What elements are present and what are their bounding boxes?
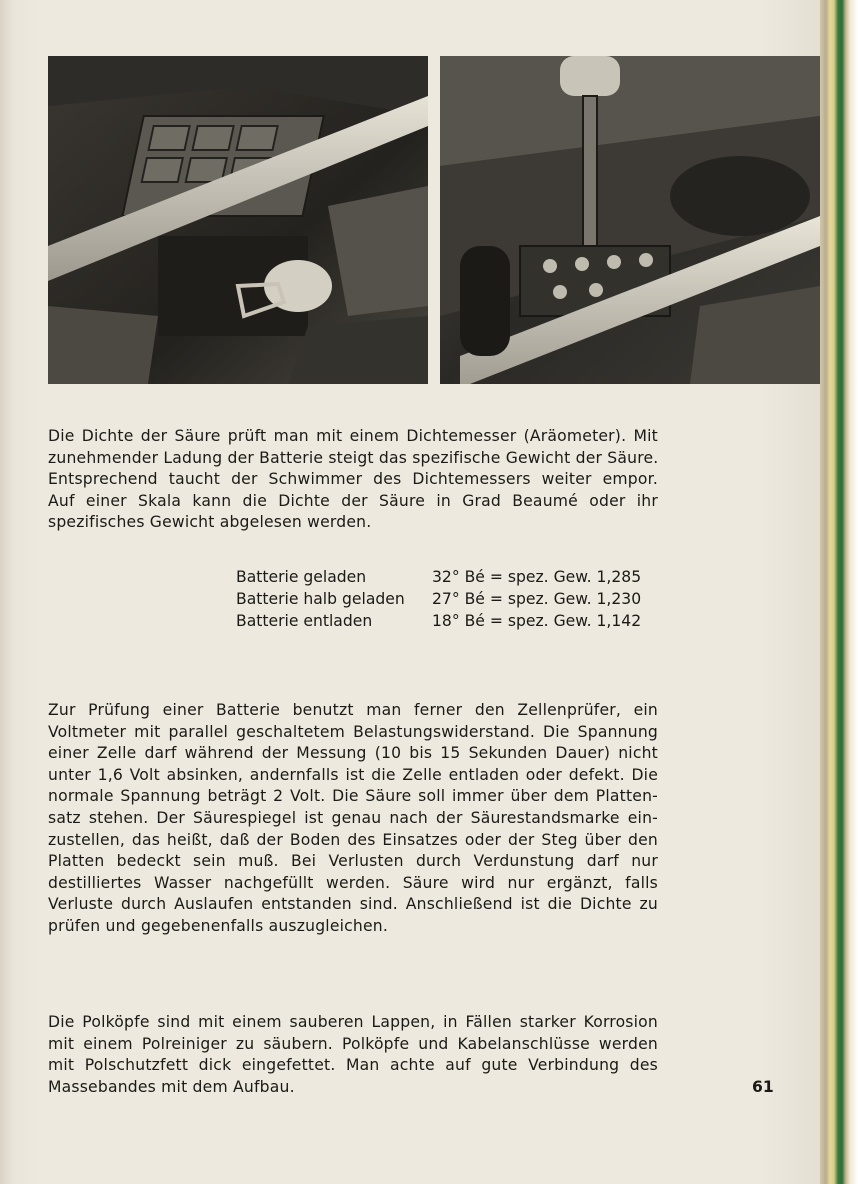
text-line: Die Dichte der Säure prüft man mit einem Dichtemesser (Aräometer). Mit bbox=[48, 427, 658, 445]
photo-hydrometer-test bbox=[440, 56, 820, 384]
table-cell-value: 18° Bé = spez. Gew. 1,142 bbox=[432, 612, 642, 630]
text-line: einer Zelle darf während der Messung (10 bis 15 Sekunden Dauer) nicht bbox=[48, 744, 658, 763]
table-row bbox=[236, 610, 662, 632]
text-line: Platten bedeckt sein muß. Bei Verlusten durch Verdunstung darf nur bbox=[48, 852, 658, 871]
table-row bbox=[236, 588, 662, 610]
book-edge bbox=[820, 0, 858, 1184]
table-cell-value: 32° Bé = spez. Gew. 1,285 bbox=[432, 568, 642, 586]
text-line: Die Polköpfe sind mit einem sauberen Lappen, in Fällen starker Korrosion bbox=[48, 1013, 658, 1031]
text-line: zunehmender Ladung der Batterie steigt das spezifische Gewicht der Säure. bbox=[48, 448, 659, 467]
text-line: satz stehen. Der Säurespiegel ist genau nach der Säurestandsmarke ein- bbox=[48, 808, 658, 827]
density-table bbox=[236, 566, 662, 632]
table-row bbox=[236, 566, 662, 588]
text-line: mit Polschutzfett dick eingefettet. Man achte auf gute Verbindung des bbox=[48, 1056, 658, 1075]
table-cell-state: Batterie geladen bbox=[236, 568, 367, 586]
text-line: Verluste durch Auslaufen entstanden sind. Anschließend ist die Dichte zu bbox=[48, 895, 658, 914]
text-line: Entsprechend taucht der Schwimmer des Dichtemessers weiter empor. bbox=[48, 470, 658, 489]
text-line: spezifisches Gewicht abgelesen werden. bbox=[48, 513, 372, 532]
text-line: Voltmeter mit parallel geschaltetem Belastungswiderstand. Die Spannung bbox=[48, 722, 658, 741]
paragraph-cell-tester bbox=[48, 700, 658, 938]
text-line: zustellen, das heißt, daß der Boden des Einsatzes oder der Steg über den bbox=[48, 830, 658, 849]
text-line: Massebandes mit dem Aufbau. bbox=[48, 1077, 295, 1096]
text-line: normale Spannung beträgt 2 Volt. Die Säure soll immer über dem Platten- bbox=[48, 787, 658, 806]
text-line: Auf einer Skala kann die Dichte der Säure in Grad Beaumé oder ihr bbox=[48, 491, 658, 510]
table-cell-state: Batterie halb geladen bbox=[236, 590, 405, 608]
paragraph-density-test bbox=[48, 426, 658, 534]
photo-battery-removal bbox=[48, 56, 428, 384]
paragraph-terminals bbox=[48, 1012, 658, 1098]
text-line: mit einem Polreiniger zu säubern. Polköpfe und Kabelanschlüsse werden bbox=[48, 1034, 658, 1053]
table-cell-state: Batterie entladen bbox=[236, 612, 373, 630]
text-line: destilliertes Wasser nachgefüllt werden. Säure wird nur ergänzt, falls bbox=[48, 873, 658, 892]
table-cell-value: 27° Bé = spez. Gew. 1,230 bbox=[432, 590, 642, 608]
page-number: 61 bbox=[752, 1078, 774, 1096]
text-line: unter 1,6 Volt absinken, andernfalls ist die Zelle entladen oder defekt. Die bbox=[48, 765, 658, 784]
text-line: prüfen und gegebenenfalls auszugleichen. bbox=[48, 916, 389, 935]
text-line: Zur Prüfung einer Batterie benutzt man ferner den Zellenprüfer, ein bbox=[48, 701, 658, 719]
